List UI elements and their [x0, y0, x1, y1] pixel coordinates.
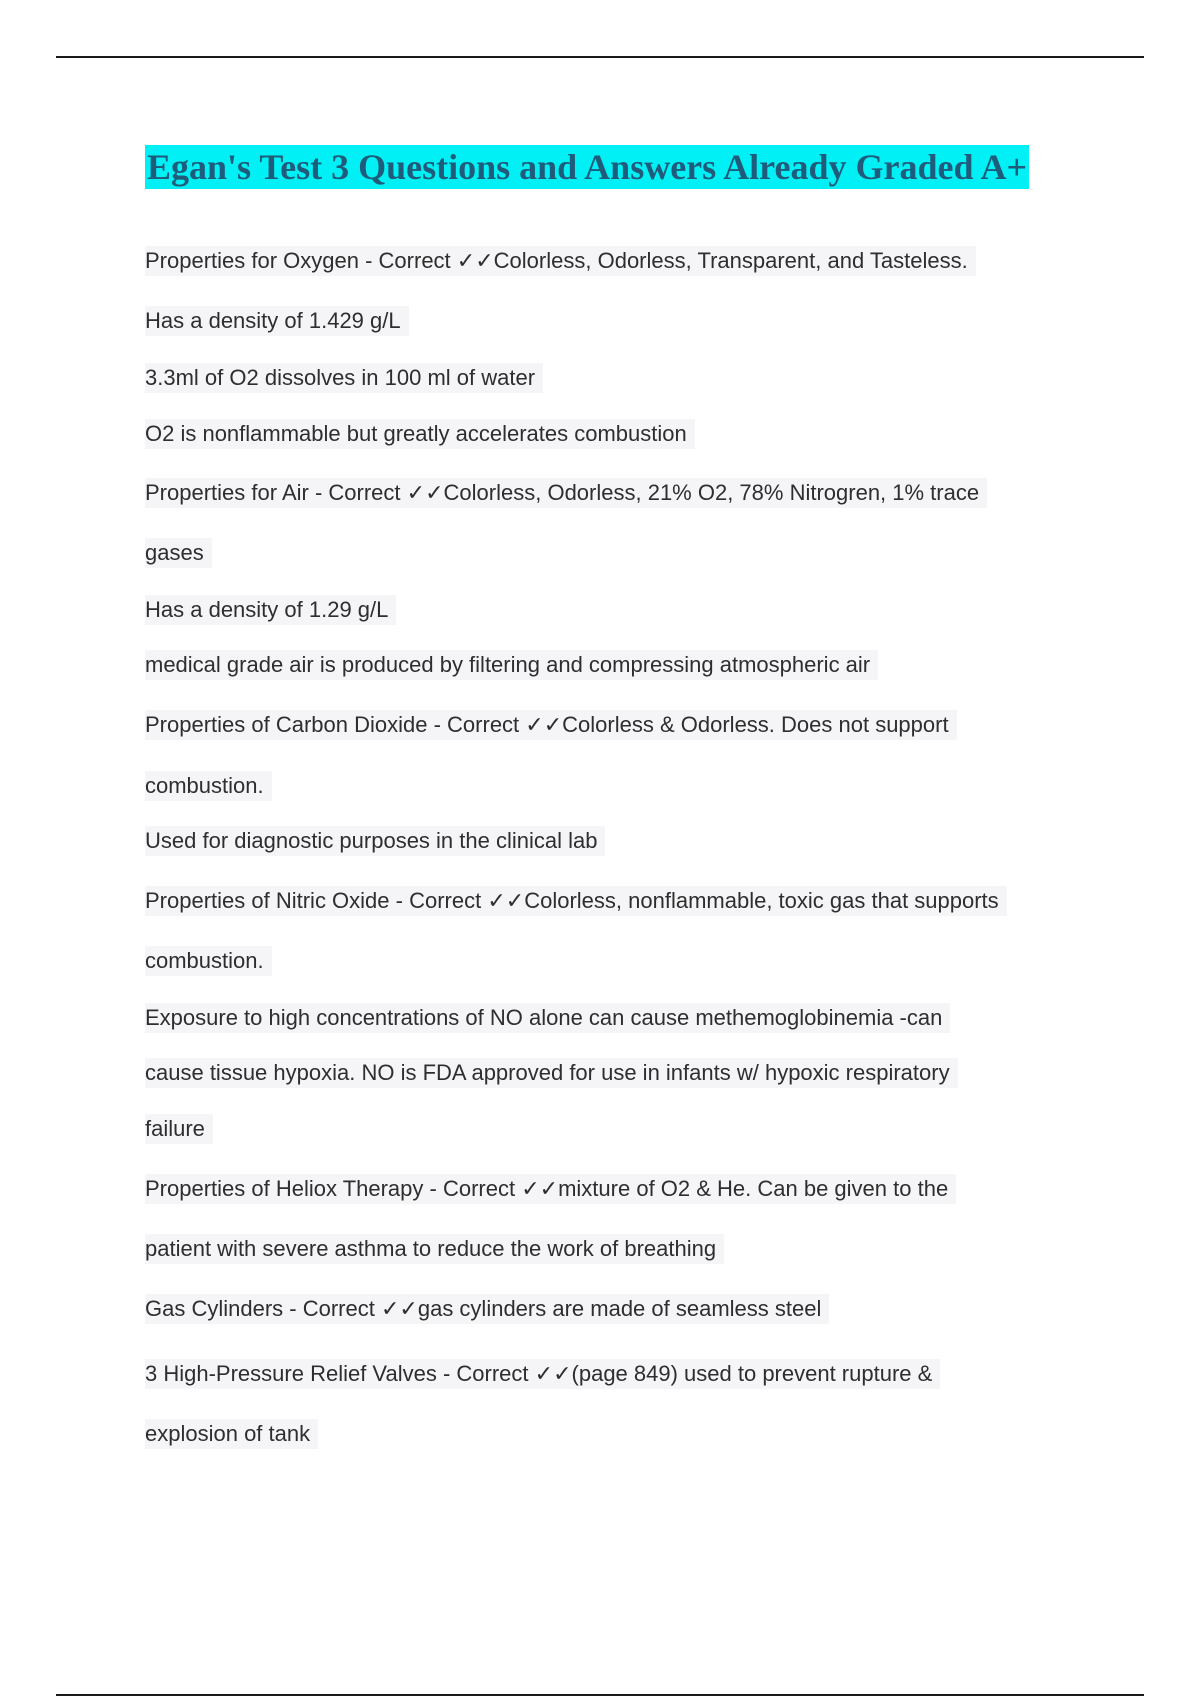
separator: - — [389, 888, 410, 913]
answer-line: O2 is nonflammable but greatly accelerates combustion — [145, 419, 695, 449]
qa-item-relief-valves — [145, 1359, 940, 1389]
answer-line: explosion of tank — [145, 1419, 318, 1449]
correct-label: Correct — [302, 1296, 375, 1321]
correct-label: Correct — [378, 248, 451, 273]
correct-label: Correct — [442, 1176, 516, 1201]
answer-line: gases — [145, 538, 212, 568]
answer-line: combustion. — [145, 771, 272, 801]
answer-text: mixture of O2 & He. Can be given to the — [558, 1176, 949, 1201]
separator: - — [427, 712, 448, 737]
bottom-rule — [56, 1694, 1144, 1696]
answer-line: medical grade air is produced by filtering and compressing atmospheric air — [145, 650, 878, 680]
answer-text: (page 849) used to prevent rupture & — [571, 1361, 933, 1386]
answer-line: combustion. — [145, 946, 272, 976]
check-mark-icon: ✓✓ — [406, 480, 444, 505]
check-mark-icon: ✓✓ — [487, 888, 525, 913]
question-label: Properties for Oxygen — [145, 248, 359, 273]
correct-label: Correct — [328, 480, 401, 505]
answer-line: patient with severe asthma to reduce the work of breathing — [145, 1234, 724, 1264]
answer-line: Used for diagnostic purposes in the clinical lab — [145, 826, 605, 856]
answer-line: 3.3ml of O2 dissolves in 100 ml of water — [145, 363, 543, 393]
check-mark-icon: ✓✓ — [525, 712, 563, 737]
answer-line: Has a density of 1.429 g/L — [145, 306, 409, 336]
separator: - — [436, 1361, 457, 1386]
answer-text: Colorless, Odorless, 21% O2, 78% Nitrogren, 1% trace — [443, 480, 980, 505]
answer-text: Colorless, nonflammable, toxic gas that supports — [524, 888, 999, 913]
question-label: Properties of Nitric Oxide — [145, 888, 390, 913]
answer-line: Has a density of 1.29 g/L — [145, 595, 396, 625]
top-rule — [56, 56, 1144, 58]
qa-item-carbon-dioxide — [145, 710, 957, 740]
answer-line: cause tissue hypoxia. NO is FDA approved for use in infants w/ hypoxic respiratory — [145, 1058, 958, 1088]
answer-text: gas cylinders are made of seamless steel — [417, 1296, 822, 1321]
correct-label: Correct — [456, 1361, 529, 1386]
qa-item-heliox-therapy — [145, 1174, 956, 1204]
separator: - — [308, 480, 329, 505]
separator: - — [358, 248, 379, 273]
qa-item-air — [145, 478, 987, 508]
check-mark-icon: ✓✓ — [456, 248, 494, 273]
check-mark-icon: ✓✓ — [521, 1176, 559, 1201]
answer-line: failure — [145, 1114, 213, 1144]
qa-item-gas-cylinders — [145, 1294, 829, 1324]
page-title: Egan's Test 3 Questions and Answers Already Graded A+ — [147, 147, 1028, 187]
answer-text: Colorless & Odorless. Does not support — [562, 712, 949, 737]
check-mark-icon: ✓✓ — [380, 1296, 418, 1321]
qa-item-nitric-oxide — [145, 886, 1007, 916]
correct-label: Correct — [447, 712, 520, 737]
separator: - — [423, 1176, 443, 1201]
question-label: Properties for Air — [145, 480, 309, 505]
check-mark-icon: ✓✓ — [534, 1361, 572, 1386]
question-label: Properties of Carbon Dioxide — [145, 712, 428, 737]
question-label: Gas Cylinders — [145, 1296, 284, 1321]
answer-line: Exposure to high concentrations of NO alone can cause methemoglobinemia -can — [145, 1003, 950, 1033]
qa-item-oxygen — [145, 246, 976, 276]
answer-text: Colorless, Odorless, Transparent, and Tasteless. — [493, 248, 968, 273]
question-label: 3 High-Pressure Relief Valves — [145, 1361, 437, 1386]
separator: - — [283, 1296, 303, 1321]
question-label: Properties of Heliox Therapy — [145, 1176, 424, 1201]
correct-label: Correct — [409, 888, 482, 913]
